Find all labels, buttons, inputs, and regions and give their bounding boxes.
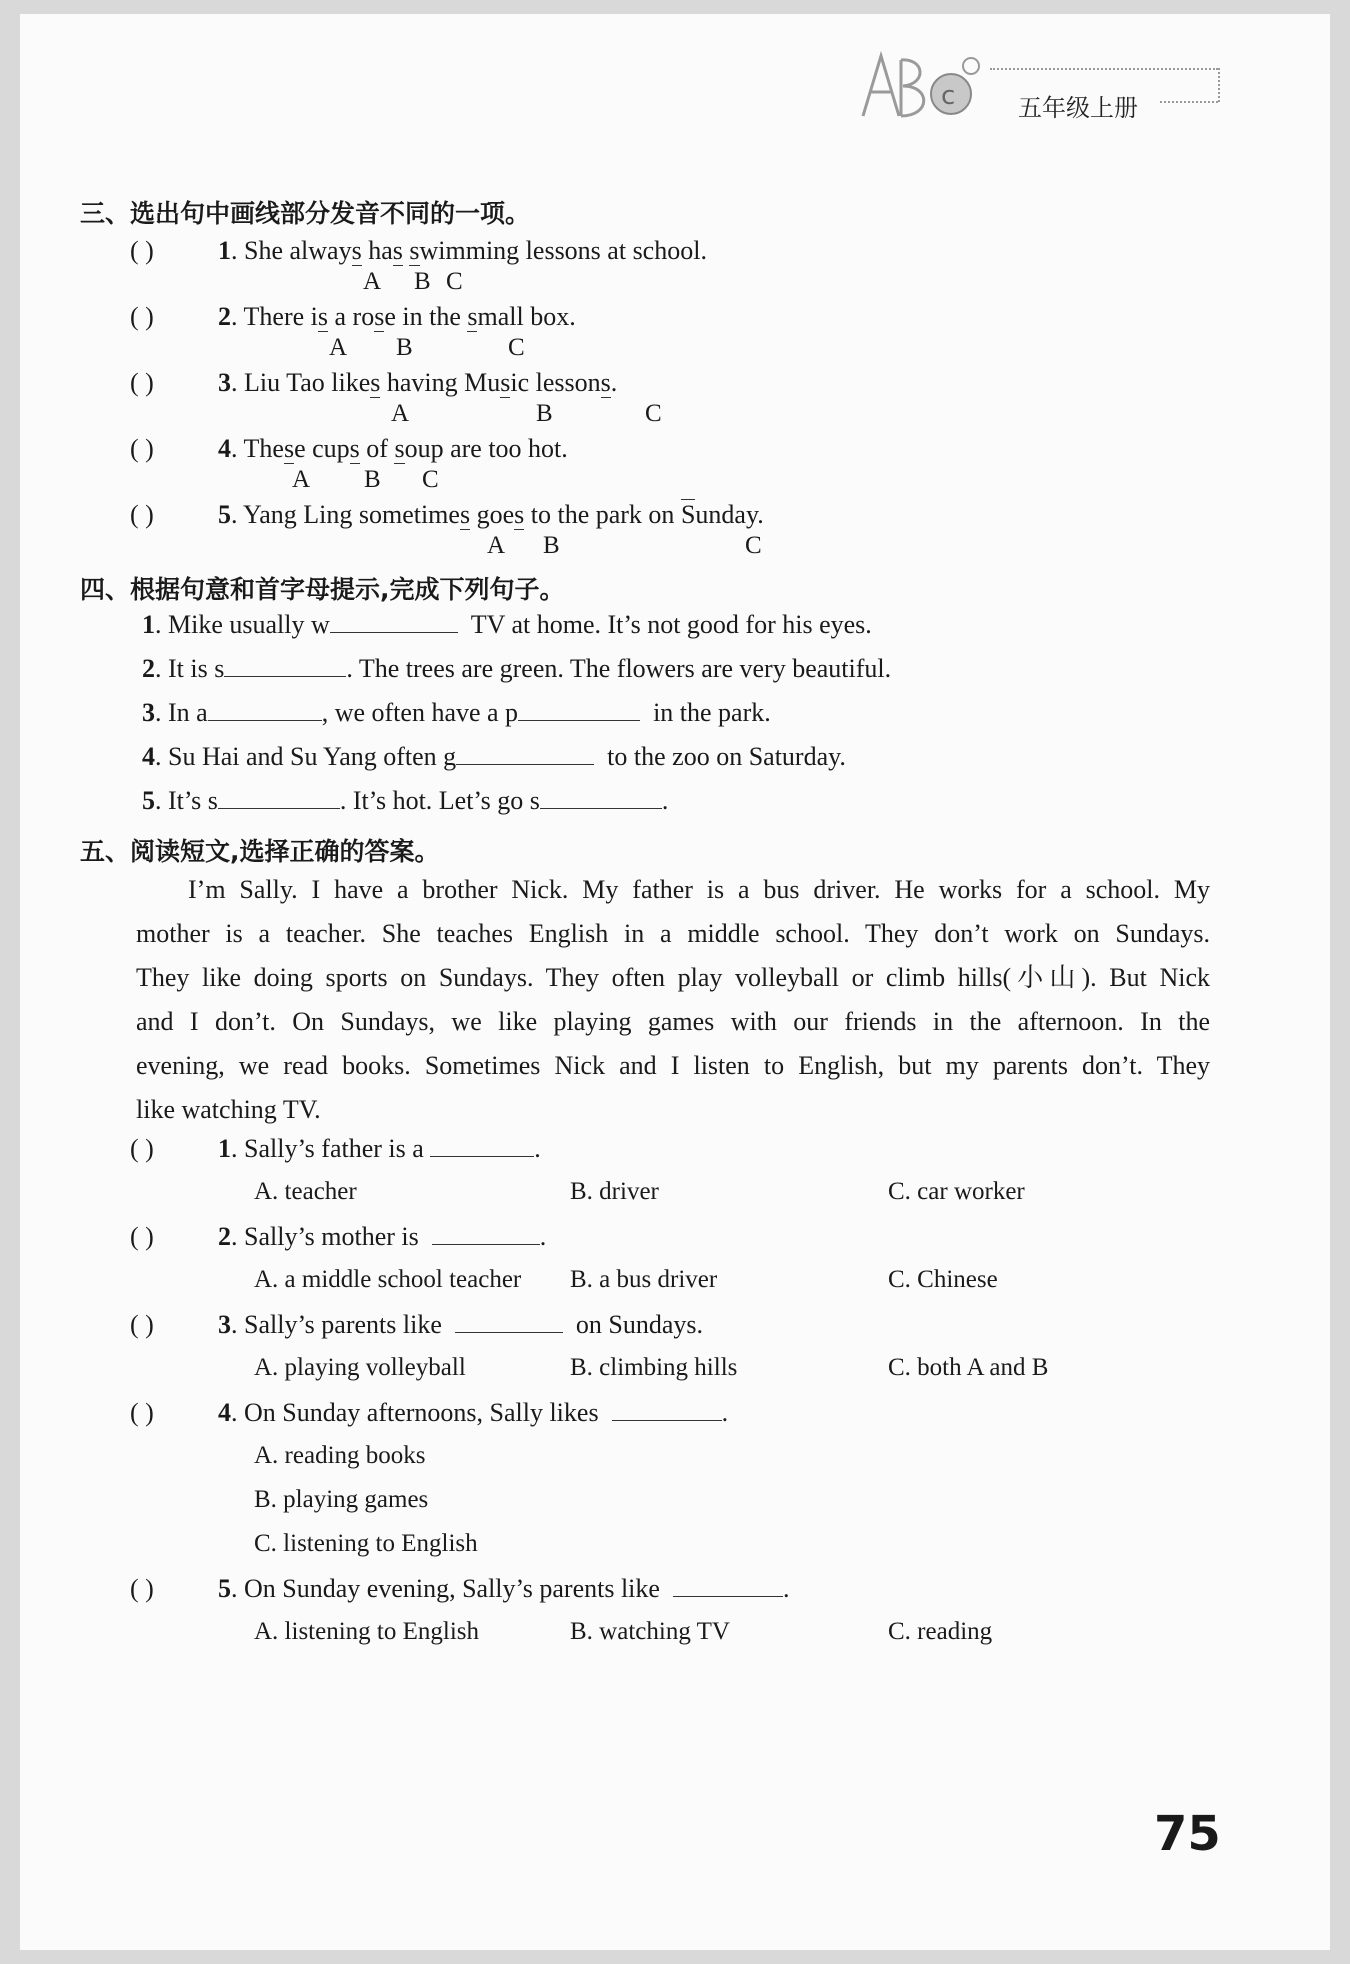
question-number: 5: [218, 1574, 231, 1603]
s5-question-3: 3. Sally’s parents like on Sundays.: [218, 1310, 703, 1339]
answer-paren[interactable]: ( ): [130, 500, 154, 529]
s4-question-4: 4. Su Hai and Su Yang often g to the zoo on Saturday.: [142, 742, 846, 771]
underlined-letter-b: s: [392, 236, 403, 265]
answer-blank[interactable]: [456, 742, 594, 765]
option-b[interactable]: B. driver: [570, 1178, 659, 1205]
answer-paren[interactable]: ( ): [130, 1310, 154, 1339]
question-number: 1: [142, 610, 155, 639]
option-label-a: A: [391, 400, 410, 427]
overlined-letter-c: S: [680, 500, 696, 529]
underlined-letter-a: s: [283, 434, 295, 463]
header-divider-bottom: [1160, 101, 1218, 103]
answer-blank[interactable]: [330, 610, 458, 633]
s4-question-2: 2. It is s . The trees are green. The flowers are very beautiful.: [142, 654, 892, 683]
option-label-c: C: [645, 400, 662, 427]
option-label-b: B: [396, 334, 413, 361]
option-label-c: C: [422, 466, 439, 493]
question-number: 5: [218, 500, 231, 529]
underlined-letter-b: s: [349, 434, 360, 463]
underlined-letter-a: s: [459, 500, 471, 529]
s5-question-2: 2. Sally’s mother is .: [218, 1222, 547, 1251]
answer-blank[interactable]: [612, 1398, 722, 1421]
option-label-a: A: [329, 334, 348, 361]
section-5-title: 五、阅读短文,选择正确的答案。: [80, 837, 440, 866]
underlined-letter-b: s: [514, 500, 525, 529]
question-number: 4: [218, 434, 231, 463]
passage-line: mother is a teacher. She teaches English in a middle school. They don’t work on Sundays.: [136, 919, 1210, 948]
underlined-letter-c: s: [409, 236, 420, 265]
passage-line: They like doing sports on Sundays. They often play volleyball or climb hills(小山). But Nick: [136, 963, 1210, 992]
answer-paren[interactable]: ( ): [130, 368, 154, 397]
question-number: 3: [218, 1310, 231, 1339]
question-number: 2: [218, 302, 231, 331]
option-label-b: B: [414, 268, 431, 295]
svg-text:c: c: [941, 81, 956, 111]
option-label-b: B: [536, 400, 553, 427]
underlined-letter-c: s: [600, 368, 611, 397]
question-number: 2: [218, 1222, 231, 1251]
option-label-b: B: [364, 466, 381, 493]
option-c[interactable]: C. reading: [888, 1618, 993, 1645]
answer-blank[interactable]: [518, 698, 640, 721]
option-c[interactable]: C. Chinese: [888, 1266, 998, 1293]
answer-paren[interactable]: ( ): [130, 1574, 154, 1603]
option-label-a: A: [487, 532, 506, 559]
answer-paren[interactable]: ( ): [130, 434, 154, 463]
section-4-title: 四、根据句意和首字母提示,完成下列句子。: [80, 575, 565, 604]
s5-question-1: 1. Sally’s father is a .: [218, 1134, 541, 1163]
option-b[interactable]: B. playing games: [254, 1486, 429, 1513]
s4-question-5: 5. It’s s . It’s hot. Let’s go s .: [142, 786, 669, 815]
option-label-c: C: [446, 268, 463, 295]
answer-blank[interactable]: [432, 1222, 540, 1245]
answer-paren[interactable]: ( ): [130, 1222, 154, 1251]
grade-label: 五年级上册: [1018, 94, 1138, 122]
passage-line: like watching TV.: [136, 1095, 321, 1124]
option-label-a: A: [363, 268, 382, 295]
question-number: 2: [142, 654, 155, 683]
s4-question-3: 3. In a , we often have a p in the park.: [142, 698, 771, 727]
header-divider-right: [1218, 68, 1220, 102]
question-number: 1: [218, 1134, 231, 1163]
answer-paren[interactable]: ( ): [130, 302, 154, 331]
underlined-letter-b: s: [374, 302, 385, 331]
question-number: 3: [142, 698, 155, 727]
option-label-b: B: [543, 532, 560, 559]
abc-logo-icon: [855, 46, 985, 124]
reading-passage: [136, 868, 1210, 1132]
page-number: 75: [1154, 1806, 1221, 1862]
option-b[interactable]: B. a bus driver: [570, 1266, 718, 1293]
question-number: 5: [142, 786, 155, 815]
question-number: 3: [218, 368, 231, 397]
answer-blank[interactable]: [430, 1134, 534, 1157]
answer-paren[interactable]: ( ): [130, 1134, 154, 1163]
underlined-letter-c: s: [467, 302, 478, 331]
answer-blank[interactable]: [673, 1574, 783, 1597]
passage-line: and I don’t. On Sundays, we like playing games with our friends in the afternoon. In the: [136, 1007, 1210, 1036]
option-c[interactable]: C. car worker: [888, 1178, 1025, 1205]
question-number: 1: [218, 236, 231, 265]
passage-line: I’m Sally. I have a brother Nick. My father is a bus driver. He works for a school. My: [188, 875, 1210, 904]
s5-question-5: 5. On Sunday evening, Sally’s parents like .: [218, 1574, 790, 1603]
s4-question-1: 1. Mike usually w TV at home. It’s not good for his eyes.: [142, 610, 872, 639]
option-c[interactable]: C. both A and B: [888, 1354, 1049, 1381]
section-3-title: 三、选出句中画线部分发音不同的一项。: [80, 199, 531, 228]
underlined-letter-a: s: [370, 368, 381, 397]
underlined-letter-c: s: [394, 434, 405, 463]
question-number: 4: [218, 1398, 231, 1427]
answer-blank[interactable]: [218, 786, 340, 809]
answer-blank[interactable]: [224, 654, 346, 677]
s5-question-4: 4. On Sunday afternoons, Sally likes .: [218, 1398, 729, 1427]
passage-line: evening, we read books. Sometimes Nick and I listen to English, but my parents don’t. They: [136, 1051, 1210, 1080]
option-label-c: C: [508, 334, 525, 361]
answer-paren[interactable]: ( ): [130, 236, 154, 265]
answer-blank[interactable]: [208, 698, 322, 721]
option-b[interactable]: B. watching TV: [570, 1618, 730, 1645]
option-c[interactable]: C. listening to English: [254, 1530, 478, 1557]
option-a[interactable]: A. playing volleyball: [254, 1354, 466, 1381]
option-a[interactable]: A. a middle school teacher: [254, 1266, 522, 1293]
answer-blank[interactable]: [455, 1310, 563, 1333]
option-a[interactable]: A. teacher: [254, 1178, 357, 1205]
option-label-c: C: [745, 532, 762, 559]
underlined-letter-b: s: [500, 368, 511, 397]
answer-blank[interactable]: [540, 786, 662, 809]
option-label-a: A: [292, 466, 311, 493]
answer-paren[interactable]: ( ): [130, 1398, 154, 1427]
option-a[interactable]: A. listening to English: [254, 1618, 479, 1645]
question-number: 4: [142, 742, 155, 771]
option-b[interactable]: B. climbing hills: [570, 1354, 738, 1381]
underlined-letter-a: s: [351, 236, 362, 265]
option-a[interactable]: A. reading books: [254, 1442, 426, 1469]
underlined-letter-a: s: [317, 302, 328, 331]
header-divider: [990, 68, 1218, 70]
